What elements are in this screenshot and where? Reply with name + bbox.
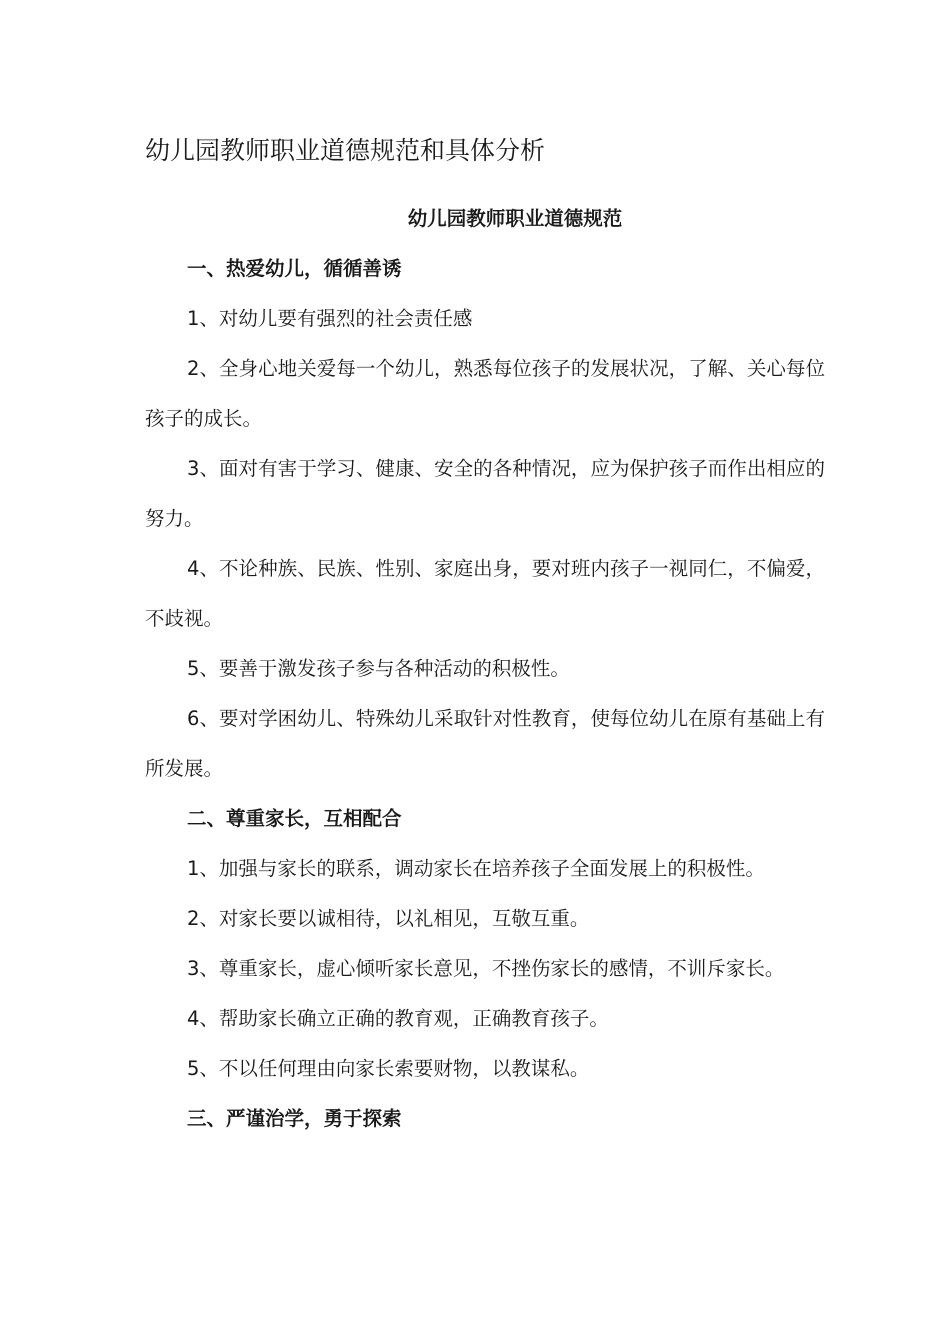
- section-heading-2: 二、尊重家长，互相配合: [187, 807, 402, 830]
- section-2-item-1: 1、加强与家长的联系，调动家长在培养孩子全面发展上的积极性。: [187, 857, 765, 880]
- section-1-item-5: 5、要善于激发孩子参与各种活动的积极性。: [187, 657, 570, 680]
- section-1-item-3: 3、面对有害于学习、健康、安全的各种情况，应为保护孩子而作出相应的努力。: [145, 457, 825, 530]
- section-2-item-4: 4、帮助家长确立正确的教育观，正确教育孩子。: [187, 1007, 609, 1030]
- document-body: [145, 194, 825, 1144]
- section-heading-1: 一、热爱幼儿，循循善诱: [187, 257, 402, 280]
- section-2-item-2: 2、对家长要以诚相待，以礼相见，互敬互重。: [187, 907, 590, 930]
- section-1-item-2: 2、全身心地关爱每一个幼儿，熟悉每位孩子的发展状况，了解、关心每位孩子的成长。: [145, 357, 825, 430]
- document-subtitle: 幼儿园教师职业道德规范: [407, 207, 623, 230]
- section-1-item-6: 6、要对学困幼儿、特殊幼儿采取针对性教育，使每位幼儿在原有基础上有所发展。: [145, 707, 825, 780]
- section-heading-3: 三、严谨治学，勇于探索: [187, 1107, 402, 1130]
- section-1-item-1: 1、对幼儿要有强烈的社会责任感: [187, 307, 473, 330]
- section-2-item-5: 5、不以任何理由向家长索要财物，以教谋私。: [187, 1057, 590, 1080]
- section-2-item-3: 3、尊重家长，虚心倾听家长意见，不挫伤家长的感情，不训斥家长。: [187, 957, 785, 980]
- section-1-item-4: 4、不论种族、民族、性别、家庭出身，要对班内孩子一视同仁，不偏爱，不歧视。: [145, 557, 825, 630]
- document-title: 幼儿园教师职业道德规范和具体分析: [145, 136, 546, 165]
